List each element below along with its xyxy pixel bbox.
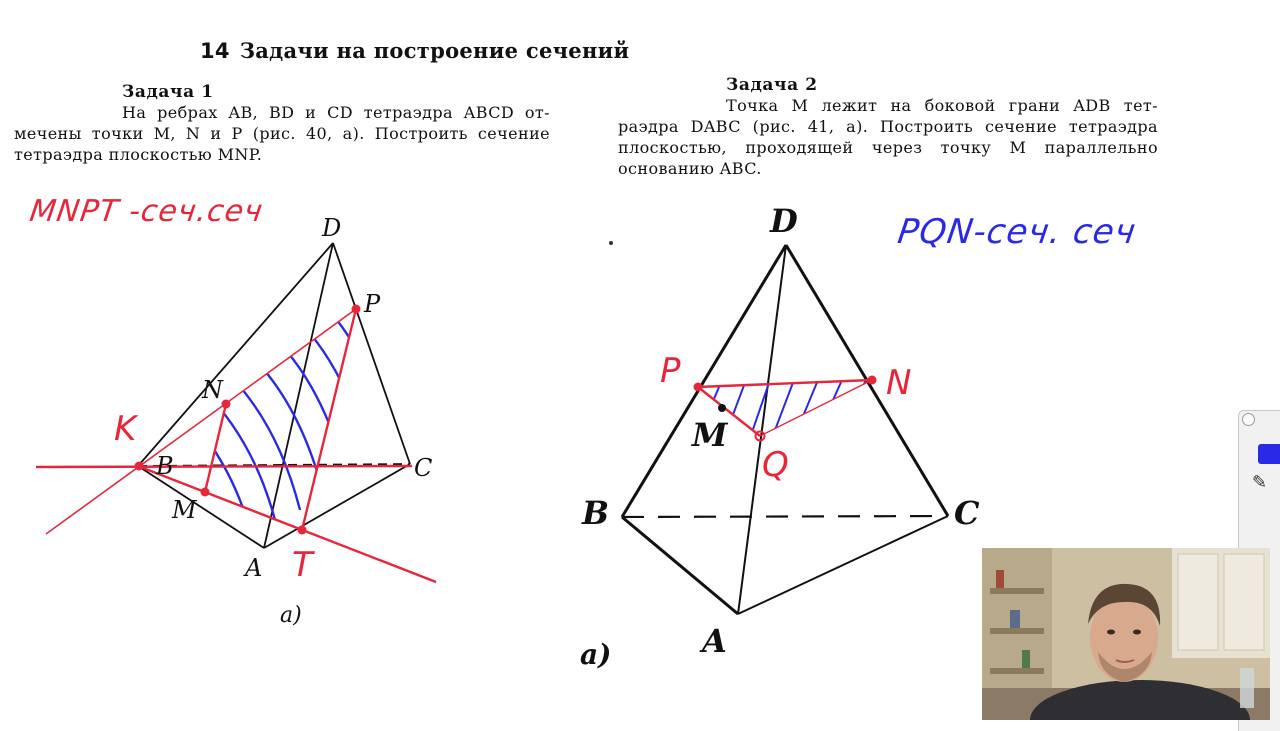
edge2-BA <box>622 517 738 614</box>
label2-B: B <box>582 494 610 532</box>
edge-AC <box>264 464 410 548</box>
label2-N: N <box>886 363 912 403</box>
point2-N <box>868 376 877 385</box>
pen-icon[interactable]: ✎ <box>1252 472 1268 493</box>
label-M: M <box>172 496 197 524</box>
figure2-caption: a) <box>580 638 612 671</box>
edge2-AC <box>738 516 948 614</box>
label-B: B <box>156 452 174 480</box>
label2-M: M <box>692 416 728 454</box>
task2-line-3: плоскостью, проходящей через точку M параллельно <box>618 138 1158 157</box>
pen-color-swatch[interactable] <box>1258 444 1280 464</box>
edge2-DA <box>738 245 786 614</box>
label2-D: D <box>770 202 798 240</box>
close-circle-icon[interactable] <box>1242 413 1255 426</box>
label-A: A <box>245 554 263 582</box>
figure1-caption: a) <box>280 603 302 628</box>
task2-line-1: Точка M лежит на боковой грани ADB тет- <box>726 96 1158 115</box>
section-number: 14 <box>200 39 230 63</box>
label-C: C <box>414 454 433 482</box>
task2-title: Задача 2 <box>726 75 818 95</box>
edge2-BC-hidden <box>622 516 948 517</box>
figure2-hatching <box>705 380 866 438</box>
handwritten-note-red: MNPT -сеч.сеч <box>27 194 266 229</box>
label2-P: P <box>660 351 681 391</box>
task2-line-4: основанию ABC. <box>618 159 762 178</box>
label-T: T <box>292 545 313 585</box>
handwritten-note-blue: PQN-сеч. сеч <box>895 212 1139 252</box>
figure1-construction <box>36 309 436 582</box>
point-P <box>352 305 361 314</box>
point2-M <box>718 404 726 412</box>
webcam-picture <box>982 548 1270 720</box>
edge-DB <box>138 243 333 466</box>
point-K <box>135 462 144 471</box>
webcam-overlay <box>982 548 1270 720</box>
task1-line-1: На ребрах AB, BD и CD тетраэдра ABCD от- <box>122 103 550 122</box>
label-N: N <box>202 376 223 404</box>
label-K: K <box>114 409 137 449</box>
section-title: Задачи на построение сечений <box>239 38 630 63</box>
line-KT <box>138 466 436 582</box>
label-P: P <box>364 290 381 318</box>
stray-dot <box>609 241 613 245</box>
point2-P <box>694 383 703 392</box>
figure2-tetrahedron <box>622 245 948 614</box>
point-M <box>201 488 210 497</box>
label-D: D <box>322 214 342 242</box>
label2-C: C <box>954 494 980 532</box>
task1-line-3: тетраэдра плоскостью MNP. <box>14 145 263 164</box>
point-T <box>298 526 307 535</box>
task1-title: Задача 1 <box>122 82 214 102</box>
task1-line-2: мечены точки M, N и P (рис. 40, a). Построить сечение <box>14 124 550 143</box>
label2-Q: Q <box>762 445 789 485</box>
task2-line-2: раэдра DABC (рис. 41, a). Построить сечение тетраэдра <box>618 117 1158 136</box>
segment-PN <box>698 380 872 387</box>
line-KC <box>36 466 412 467</box>
segment-QN <box>760 380 872 436</box>
label2-A: A <box>702 622 727 660</box>
